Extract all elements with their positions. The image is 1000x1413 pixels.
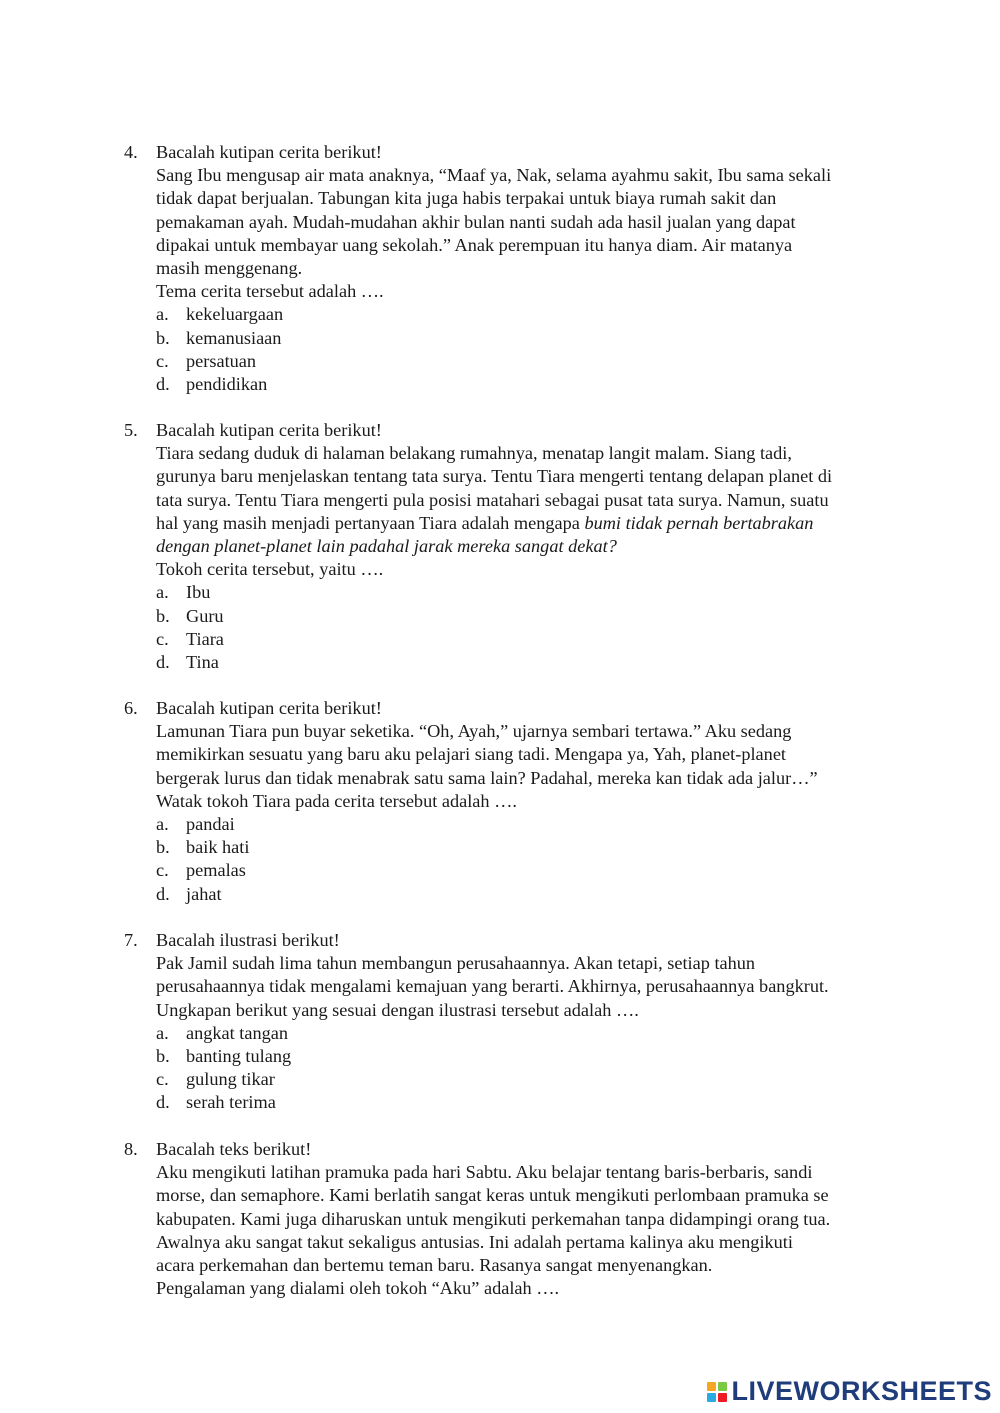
question-body [156,929,914,1115]
answer-option-c[interactable] [156,350,914,373]
answer-option-c[interactable] [156,628,914,651]
question-number: 7. [124,930,138,950]
option-text: kemanusiaan [186,327,282,348]
question-number: 4. [124,142,138,162]
answer-option-d[interactable] [156,883,914,906]
question-6 [124,697,914,906]
logo-square-orange [707,1382,716,1391]
option-text: pemalas [186,860,246,881]
option-letter: c. [156,628,169,649]
question-8 [124,1138,914,1300]
answer-options [156,581,914,674]
passage-line: morse, dan semaphore. Kami berlatih sangat keras untuk mengikuti perlombaan pramuka se [156,1185,829,1206]
logo-square-green [718,1382,727,1391]
answer-option-a[interactable] [156,1022,914,1045]
question-prompt: Ungkapan berikut yang sesuai dengan ilustrasi tersebut adalah …. [156,999,639,1020]
passage-line: tata surya. Tentu Tiara mengerti pula posisi matahari sebagai pusat tata surya. Namun, suatu [156,489,829,510]
option-letter: c. [156,350,169,371]
passage-line: tidak dapat berjualan. Tabungan kita juga habis terpakai untuk biaya rumah sakit dan [156,188,777,209]
question-instruction: Bacalah kutipan cerita berikut! [156,698,382,718]
option-text: persatuan [186,350,257,371]
option-letter: c. [156,1069,169,1090]
question-prompt: Tema cerita tersebut adalah …. [156,281,384,302]
question-prompt: Pengalaman yang dialami oleh tokoh “Aku” adalah …. [156,1278,560,1299]
option-letter: b. [156,837,170,858]
passage-italic-text: dengan planet-planet lain padahal jarak mereka sangat dekat? [156,536,617,557]
answer-option-a[interactable] [156,303,914,326]
option-text: serah terima [186,1092,276,1113]
passage-line: Awalnya aku sangat takut sekaligus antusias. Ini adalah pertama kalinya aku mengikuti [156,1231,793,1252]
passage-line: memikirkan sesuatu yang baru aku pelajari siang tadi. Mengapa ya, Yah, planet-planet [156,744,787,765]
question-prompt: Tokoh cerita tersebut, yaitu …. [156,559,384,580]
passage-line: Aku mengikuti latihan pramuka pada hari Sabtu. Aku belajar tentang baris-berbaris, sandi [156,1162,813,1183]
passage-line [156,535,914,558]
question-instruction: Bacalah kutipan cerita berikut! [156,420,382,440]
question-number: 6. [124,698,138,718]
passage-line: pemakaman ayah. Mudah-mudahan akhir bulan nanti sudah ada hasil jualan yang dapat [156,211,796,232]
answer-option-b[interactable] [156,1045,914,1068]
passage-line: acara perkemahan dan bertemu teman baru. Rasanya sangat menyenangkan. [156,1255,713,1276]
question-body [156,419,914,674]
question-body [156,141,914,396]
answer-option-d[interactable] [156,373,914,396]
option-text: pendidikan [186,374,268,395]
answer-option-d[interactable] [156,651,914,674]
option-text: Ibu [186,582,211,603]
option-text: pandai [186,814,235,835]
question-7 [124,929,914,1115]
passage-line [156,512,914,535]
option-letter: d. [156,1092,170,1113]
option-text: gulung tikar [186,1069,275,1090]
liveworksheets-brand[interactable] [707,1376,992,1407]
question-instruction: Bacalah kutipan cerita berikut! [156,142,382,162]
question-number: 5. [124,420,138,440]
passage-line: perusahaannya tidak mengalami kemajuan yang berarti. Akhirnya, perusahaannya bangkrut. [156,976,829,997]
option-letter: d. [156,374,170,395]
liveworksheets-logo-icon [707,1382,727,1402]
option-letter: b. [156,605,170,626]
answer-option-c[interactable] [156,859,914,882]
option-letter: b. [156,1046,170,1067]
option-letter: c. [156,860,169,881]
passage-line: Pak Jamil sudah lima tahun membangun perusahaannya. Akan tetapi, setiap tahun [156,953,756,974]
option-text: angkat tangan [186,1022,289,1043]
passage-line: Lamunan Tiara pun buyar seketika. “Oh, Ayah,” ujarnya sembari tertawa.” Aku sedang [156,721,792,742]
passage-line: bergerak lurus dan tidak menabrak satu sama lain? Padahal, mereka kan tidak ada jalur…” [156,767,818,788]
option-letter: a. [156,814,169,835]
question-4 [124,141,914,396]
option-text: Guru [186,605,224,626]
passage-plain-text: hal yang masih menjadi pertanyaan Tiara adalah mengapa [156,512,585,533]
passage-line: gurunya baru menjelaskan tentang tata surya. Tentu Tiara mengerti tentang delapan planet di [156,466,833,487]
passage-line: Tiara sedang duduk di halaman belakang rumahnya, menatap langit malam. Siang tadi, [156,443,792,464]
option-text: baik hati [186,837,250,858]
question-prompt: Watak tokoh Tiara pada cerita tersebut adalah …. [156,790,517,811]
question-instruction: Bacalah teks berikut! [156,1139,312,1159]
option-text: banting tulang [186,1046,292,1067]
answer-option-a[interactable] [156,813,914,836]
question-body [156,697,914,906]
logo-square-blue [707,1393,716,1402]
option-letter: a. [156,582,169,603]
option-text: jahat [186,883,222,904]
answer-options [156,303,914,396]
answer-option-b[interactable] [156,836,914,859]
answer-option-b[interactable] [156,327,914,350]
question-body [156,1138,914,1300]
answer-option-a[interactable] [156,581,914,604]
passage-line: Sang Ibu mengusap air mata anaknya, “Maaf ya, Nak, selama ayahmu sakit, Ibu sama sekali [156,165,832,186]
option-text: Tina [186,652,219,673]
answer-option-d[interactable] [156,1091,914,1114]
option-letter: a. [156,304,169,325]
option-letter: d. [156,883,170,904]
answer-options [156,813,914,906]
option-text: kekeluargaan [186,304,284,325]
answer-option-b[interactable] [156,605,914,628]
option-letter: d. [156,652,170,673]
question-5 [124,419,914,674]
passage-line: dipakai untuk membayar uang sekolah.” Anak perempuan itu hanya diam. Air matanya [156,234,793,255]
passage-line: masih menggenang. [156,258,303,279]
option-letter: a. [156,1022,169,1043]
brand-name: LIVEWORKSHEETS [731,1376,992,1406]
question-number: 8. [124,1139,138,1159]
question-instruction: Bacalah ilustrasi berikut! [156,930,340,950]
answer-option-c[interactable] [156,1068,914,1091]
option-text: Tiara [186,628,224,649]
passage-line: kabupaten. Kami juga diharuskan untuk mengikuti perkemahan tanpa didampingi orang tua. [156,1208,831,1229]
answer-options [156,1022,914,1115]
passage-italic-text: bumi tidak pernah bertabrakan [584,512,814,533]
option-letter: b. [156,327,170,348]
logo-square-red [718,1393,727,1402]
